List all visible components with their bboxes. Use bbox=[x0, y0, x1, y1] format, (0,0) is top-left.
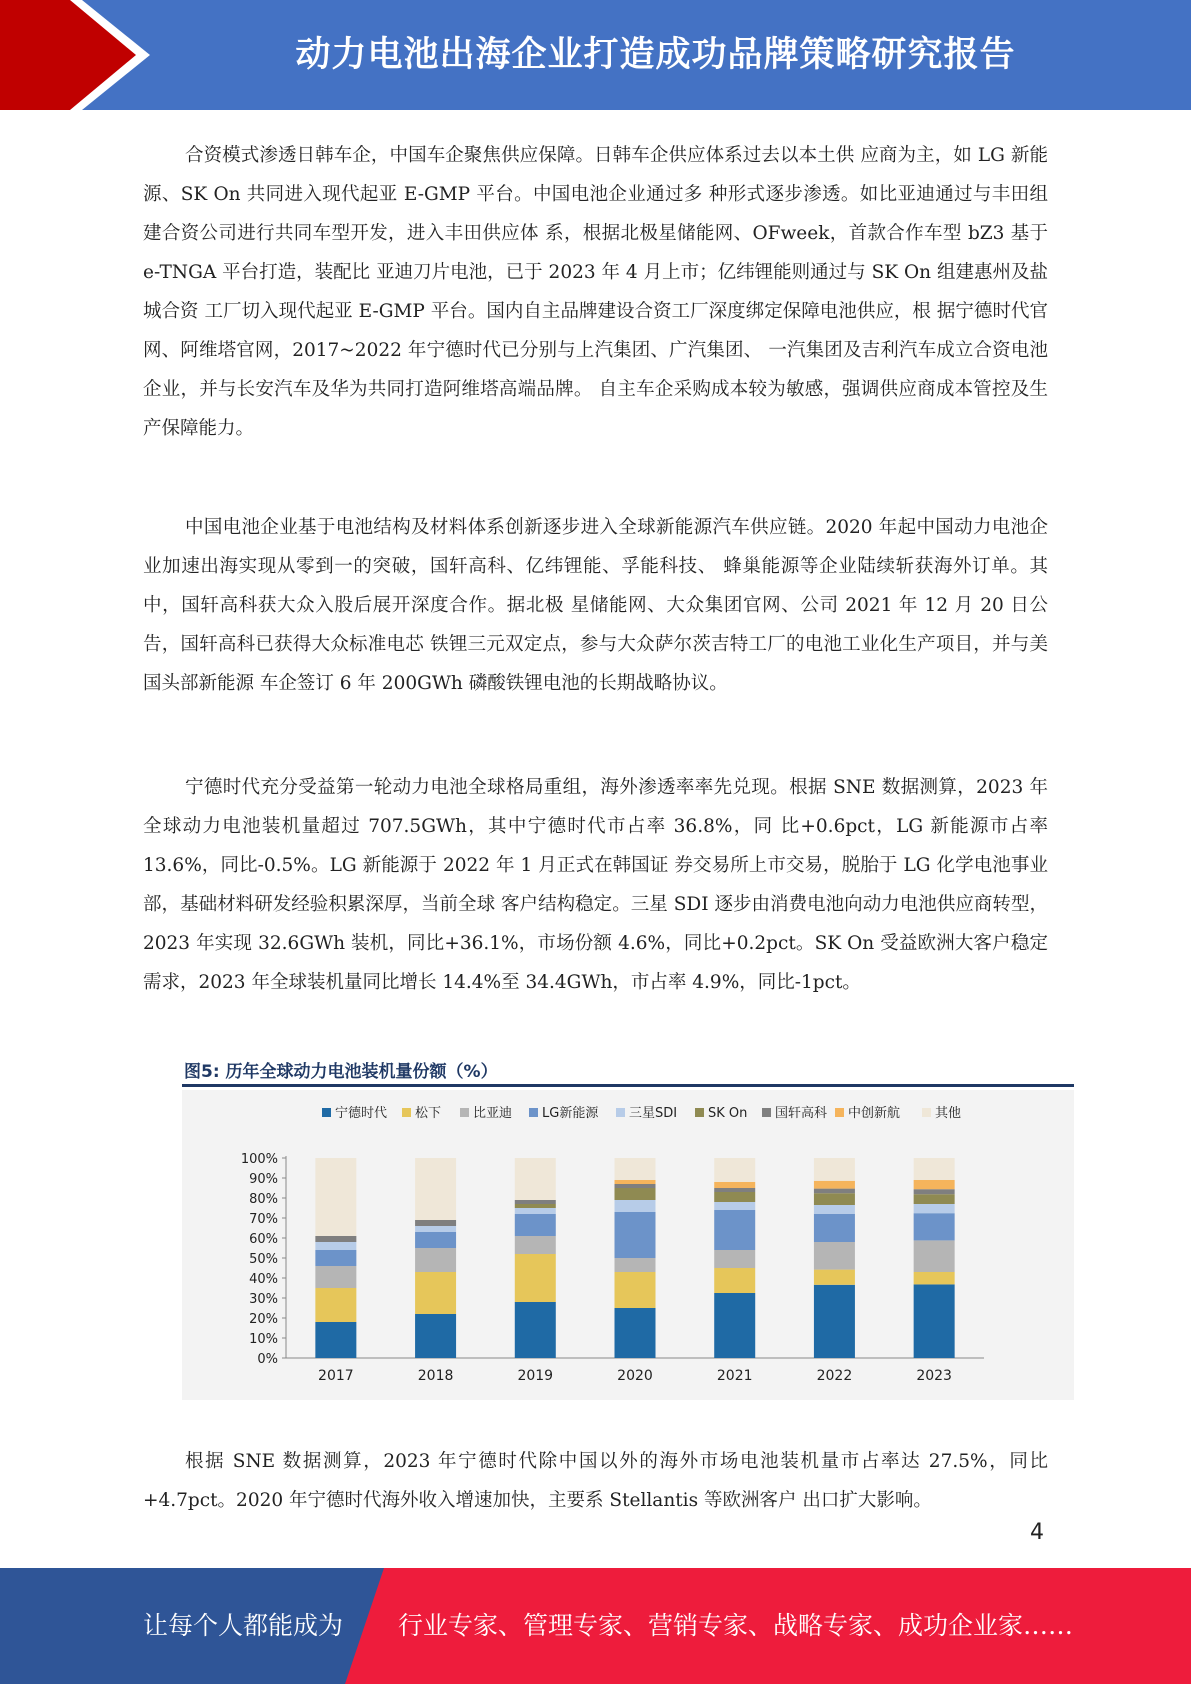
bar-segment bbox=[714, 1188, 755, 1192]
bar-segment bbox=[814, 1285, 855, 1358]
bar-segment bbox=[814, 1214, 855, 1242]
bar-segment bbox=[615, 1272, 656, 1308]
paragraph-supply-chain: 中国电池企业基于电池结构及材料体系创新逐步进入全球新能源汽车供应链。2020 年起中国动力电池企业加速出海实现从零到一的突破，国轩高科、亿纬锂能、孚能科技、 蜂巢能源等企业陆续斩获海外订单。其中，国轩高科获大众入股后展开深度合作。据北极 星储能网、大众集团官网、公司 2021 年 12 月 20 日公告，国轩高科已获得大众标准电芯 铁锂三元双定点，参与大众萨尔茨吉特工厂的电池工业化生产项目，并与美国头部新能源 车企签订 6 年 200GWh 磷酸铁锂电池的长期战略协议。 bbox=[143, 517, 1048, 694]
legend-label: LG新能源 bbox=[542, 1106, 599, 1121]
bar-segment bbox=[814, 1181, 855, 1189]
y-tick-label: 60% bbox=[249, 1232, 278, 1247]
bar-segment bbox=[515, 1236, 556, 1254]
figure-title-rule bbox=[182, 1084, 1074, 1087]
bar-segment bbox=[415, 1158, 456, 1220]
bar-segment bbox=[914, 1194, 955, 1204]
x-tick-label: 2019 bbox=[517, 1368, 554, 1384]
bar-segment bbox=[615, 1184, 656, 1188]
page-footer bbox=[0, 1568, 1191, 1684]
bar-segment bbox=[914, 1272, 955, 1284]
bar-segment bbox=[615, 1188, 656, 1200]
bar-segment bbox=[415, 1232, 456, 1248]
paragraph-catl-share: 宁德时代充分受益第一轮动力电池全球格局重组，海外渗透率率先兑现。根据 SNE 数据测算，2023 年全球动力电池装机量超过 707.5GWh，其中宁德时代市占率 36.8%，同 比+0.6pct，LG 新能源市占率 13.6%，同比-0.5%。LG 新能源于 2022 年 1 月正式在韩国证 券交易所上市交易，脱胎于 LG 化学电池事业部，基础材料研发经验积累深厚，当前全球 客户结构稳定。三星 SDI 逐步由消费电池向动力电池供应商转型，2023 年实现 32.6GWh 装机，同比+36.1%，市场份额 4.6%，同比+0.2pct。SK On 受益欧洲大客户稳定需求，2023 年全球装机量同比增长 14.4%至 34.4GWh，市占率 4.9%，同比-1pct。 bbox=[143, 777, 1048, 993]
bar-segment bbox=[714, 1202, 755, 1210]
bar-segment bbox=[615, 1308, 656, 1358]
bar-segment bbox=[615, 1200, 656, 1212]
legend-swatch bbox=[695, 1108, 704, 1117]
page-header bbox=[0, 0, 1191, 110]
bar-segment bbox=[315, 1158, 356, 1236]
bar-segment bbox=[914, 1284, 955, 1358]
legend-swatch bbox=[529, 1108, 538, 1117]
bar-segment bbox=[315, 1288, 356, 1322]
chart-area bbox=[182, 1090, 1074, 1400]
x-tick-label: 2020 bbox=[617, 1368, 653, 1384]
y-tick-label: 0% bbox=[257, 1352, 278, 1367]
bar-segment bbox=[515, 1204, 556, 1208]
bar-segment bbox=[914, 1158, 955, 1180]
page-number: 4 bbox=[1030, 1520, 1044, 1545]
legend-swatch bbox=[460, 1108, 469, 1117]
x-tick-label: 2021 bbox=[716, 1368, 753, 1384]
y-tick-label: 30% bbox=[249, 1292, 278, 1307]
bar-segment bbox=[515, 1302, 556, 1358]
bar-segment bbox=[415, 1248, 456, 1272]
stacked-bar-chart bbox=[182, 1090, 1074, 1400]
legend-swatch bbox=[616, 1108, 625, 1117]
bar-segment bbox=[615, 1258, 656, 1272]
legend-label: 中创新航 bbox=[848, 1106, 901, 1121]
bar-segment bbox=[315, 1322, 356, 1358]
bar-segment bbox=[814, 1270, 855, 1285]
bar-segment bbox=[914, 1240, 955, 1272]
bar-segment bbox=[515, 1214, 556, 1236]
legend-swatch bbox=[835, 1108, 844, 1117]
bar-segment bbox=[714, 1268, 755, 1293]
header-chevron-icon bbox=[0, 0, 150, 110]
legend-label: 国轩高科 bbox=[775, 1106, 828, 1121]
y-tick-label: 70% bbox=[249, 1212, 278, 1227]
report-title: 动力电池出海企业打造成功品牌策略研究报告 bbox=[295, 35, 1016, 75]
y-tick-label: 40% bbox=[249, 1272, 278, 1287]
legend-label: 松下 bbox=[415, 1106, 442, 1121]
legend-swatch bbox=[322, 1108, 331, 1117]
bar-segment bbox=[415, 1272, 456, 1314]
legend-label: 其他 bbox=[935, 1106, 962, 1121]
y-tick-label: 100% bbox=[240, 1152, 278, 1167]
bar-segment bbox=[714, 1192, 755, 1202]
bar-segment bbox=[714, 1293, 755, 1358]
bar-segment bbox=[914, 1213, 955, 1240]
x-tick-label: 2023 bbox=[916, 1368, 952, 1384]
bar-segment bbox=[415, 1226, 456, 1232]
legend-swatch bbox=[762, 1108, 771, 1117]
bar-segment bbox=[515, 1200, 556, 1204]
legend-label: SK On bbox=[708, 1106, 748, 1121]
bar-segment bbox=[914, 1189, 955, 1194]
bar-segment bbox=[415, 1314, 456, 1358]
bar-segment bbox=[515, 1158, 556, 1200]
legend-label: 比亚迪 bbox=[473, 1106, 513, 1121]
bar-segment bbox=[814, 1205, 855, 1214]
bar-segment bbox=[914, 1204, 955, 1213]
bar-segment bbox=[615, 1212, 656, 1258]
bar-segment bbox=[315, 1266, 356, 1288]
bar-segment bbox=[515, 1208, 556, 1214]
footer-slogan-left: 让每个人都能成为 bbox=[143, 1611, 344, 1640]
y-tick-label: 90% bbox=[249, 1172, 278, 1187]
y-tick-label: 20% bbox=[249, 1312, 278, 1327]
bar-segment bbox=[714, 1182, 755, 1188]
legend-swatch bbox=[922, 1108, 931, 1117]
legend-swatch bbox=[402, 1108, 411, 1117]
x-tick-label: 2018 bbox=[417, 1368, 454, 1384]
paragraph-overseas-share: 根据 SNE 数据测算，2023 年宁德时代除中国以外的海外市场电池装机量市占率达 27.5%，同比+4.7pct。2020 年宁德时代海外收入增速加快，主要系 Stellantis 等欧洲客户 出口扩大影响。 bbox=[143, 1451, 1048, 1511]
y-tick-label: 50% bbox=[249, 1252, 278, 1267]
bar-segment bbox=[714, 1210, 755, 1250]
paragraph-joint-venture: 合资模式渗透日韩车企，中国车企聚焦供应保障。日韩车企供应体系过去以本土供 应商为主，如 LG 新能源、SK On 共同进入现代起亚 E-GMP 平台。中国电池企业通过多 种形式逐步渗透。如比亚迪通过与丰田组建合资公司进行共同车型开发，进入丰田供应体 系，根据北极星储能网、OFweek，首款合作车型 bZ3 基于 e-TNGA 平台打造，装配比 亚迪刀片电池，已于 2023 年 4 月上市；亿纬锂能则通过与 SK On 组建惠州及盐城合资 工厂切入现代起亚 E-GMP 平台。国内自主品牌建设合资工厂深度绑定保障电池供应，根 据宁德时代官网、阿维塔官网，2017~2022 年宁德时代已分别与上汽集团、广汽集团、 一汽集团及吉利汽车成立合资电池企业，并与长安汽车及华为共同打造阿维塔高端品牌。 自主车企采购成本较为敏感，强调供应商成本管控及生产保障能力。 bbox=[143, 145, 1048, 439]
bar-segment bbox=[415, 1220, 456, 1226]
bar-segment bbox=[615, 1180, 656, 1184]
bar-segment bbox=[615, 1158, 656, 1180]
legend-label: 三星SDI bbox=[629, 1106, 678, 1121]
x-tick-label: 2017 bbox=[318, 1368, 354, 1384]
bar-segment bbox=[914, 1180, 955, 1189]
bar-segment bbox=[714, 1158, 755, 1182]
y-tick-label: 80% bbox=[249, 1192, 278, 1207]
bar-segment bbox=[515, 1254, 556, 1302]
bar-segment bbox=[315, 1236, 356, 1242]
figure-title: 图5: 历年全球动力电池装机量份额（%） bbox=[184, 1062, 498, 1082]
bar-segment bbox=[814, 1189, 855, 1194]
y-tick-label: 10% bbox=[249, 1332, 278, 1347]
bar-segment bbox=[315, 1250, 356, 1266]
footer-slogan-right: 行业专家、管理专家、营销专家、战略专家、成功企业家…… bbox=[398, 1611, 1074, 1640]
legend-label: 宁德时代 bbox=[335, 1106, 388, 1121]
bar-segment bbox=[714, 1250, 755, 1268]
bar-segment bbox=[814, 1242, 855, 1270]
bar-segment bbox=[814, 1193, 855, 1205]
bar-segment bbox=[814, 1158, 855, 1181]
bar-segment bbox=[315, 1242, 356, 1250]
x-tick-label: 2022 bbox=[816, 1368, 853, 1384]
